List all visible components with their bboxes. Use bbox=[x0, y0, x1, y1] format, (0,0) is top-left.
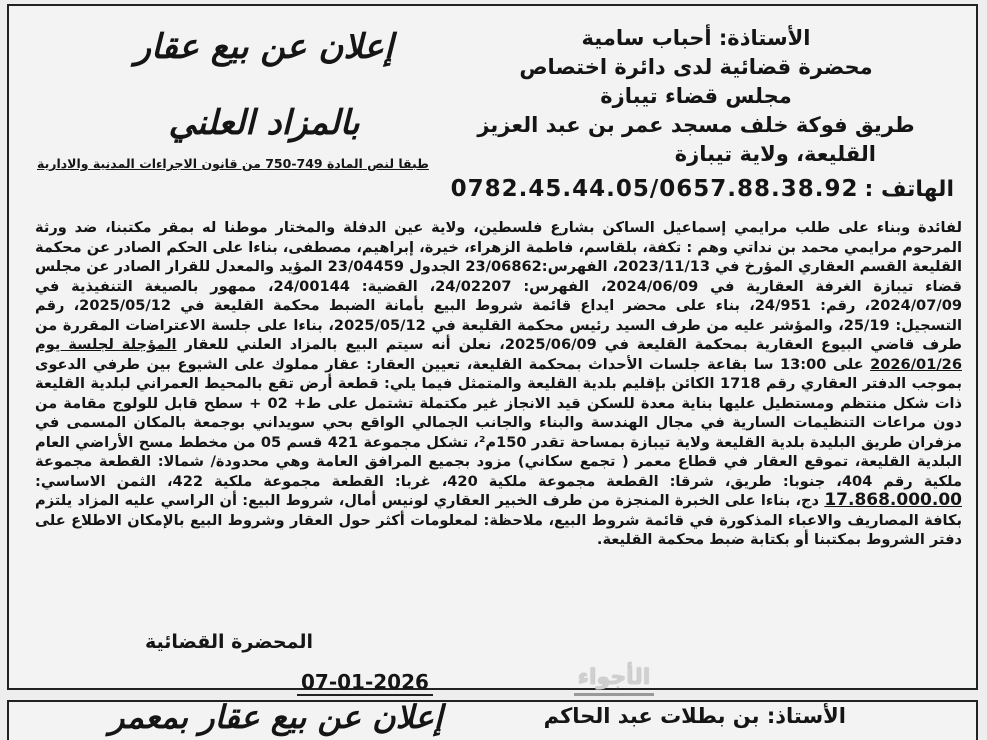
title-line-2: بالمزاد العلني bbox=[168, 103, 360, 143]
notice-date: 07-01-2026 bbox=[297, 670, 433, 696]
auction-notice bbox=[7, 4, 978, 694]
newspaper-logo bbox=[574, 660, 654, 694]
next-notice-bailiff: الأستاذ: بن بطلات عبد الحاكم bbox=[543, 704, 846, 728]
legal-basis-text: طبقا لنص المادة 749-750 من قانون الاجراءات المدنية والادارية bbox=[37, 156, 429, 171]
bailiff-title: محضرة قضائية لدى دائرة اختصاص bbox=[519, 55, 873, 79]
next-notice bbox=[7, 700, 978, 740]
bailiff-address: طريق فوكة خلف مسجد عمر بن عبد العزيز bbox=[477, 113, 915, 137]
legal-basis bbox=[37, 156, 477, 171]
signature: المحضرة القضائية bbox=[144, 631, 314, 653]
logo-underline bbox=[574, 693, 654, 696]
phone-label: الهاتف : bbox=[864, 177, 954, 202]
logo-text: الأجواء bbox=[577, 664, 651, 690]
bailiff-court: مجلس قضاء تيبازة bbox=[600, 84, 792, 108]
body-paragraph-1-end: على 13:00 سا بقاعة جلسات الأحداث بمحكمة القليعة، تعيين العقار: bbox=[366, 355, 871, 373]
notice-title bbox=[89, 20, 439, 150]
body-paragraph-2: عقار مملوك على الشيوع بين طرفي الدعوى بموجب الدفتر العقاري رقم 1718 الكائن بإقليم بلدية القليعة والمتمثل فيما يلي: قطعة أرض تقع بالمحيط العمراني لبلدية القليعة ذات شكل منتظم ومستطيل عليها بناية معدة للسكن قيد الانجاز غير مكتملة تشتمل على ط+ 02 + سطح قابل للولوج مقامة من دون مراعات التنظيمات السارية في مجال الهندسة والبناء والجانب الجمالي الواقع بحي سويداني بوجمعة بالمكان المسمى في مزفران طريق البليدة بلدية القليعة ولاية تيبازة بمساحة تقدر 150م²، تشكل مجموعة 421 قسم 05 من مخطط مسح الأراضي العام البلدية القليعة، تموقع العقار في قطاع معمر ( تجمع سكاني) مزود بجميع المرافق العامة وهي محدودة/ شمالا: القطعة مجموعة ملكية رقم 404، جنوبا: طريق، شرقا: القطعة مجموعة ملكية 420، غربا: القطعة مجموعة ملكية 422، الثمن الاساسي: bbox=[35, 355, 962, 490]
phone-row bbox=[394, 176, 954, 202]
body-paragraph-2-end: دج، بناءا على الخبرة المنجزة من طرف الخبير العقاري لونيس أمال، شروط البيع: أن الراسي عليه المزاد يلتزم بكافة المصاريف والاعباء المذكورة في قائمة شروط البيع، ملاحظة: لمعلومات أكثر حول العقار وشروط البيع بالإمكان الاطلاع على دفتر الشروط بمكتبنا أو بكتابة ضبط محكمة القليعة. bbox=[35, 492, 962, 548]
notice-body bbox=[35, 218, 962, 550]
next-notice-title: إعلان عن بيع عقار بمعمر bbox=[109, 700, 443, 736]
body-paragraph-1: لفائدة وبناء على طلب مرايمي إسماعيل الساكن بشارع فلسطين، ولاية عين الدفلة والمختار موطنا له بمقر مكتبنا، ضد ورثة المرحوم مرايمي محمد بن نداتي وهم : تكفة، بلقاسم، فاطمة الزهراء، خيرة، إبراهيم، مصطفى، بناءا على الحكم الصادر عن محكمة القليعة القسم العقاري المؤرخ في 2023/11/13، الفهرس:23/06862 الجدول 23/04459 المؤيد والمعدل للقرار الصادر عن مجلس قضاء تيبازة الغرفة العقارية في 2024/06/09، الفهرس: 24/02207، القضية: 24/00144، ممهور بالصيغة التنفيذية في 2024/07/09، رقم: 24/951، بناء على محضر ايداع قائمة شروط البيع بأمانة الضبط محكمة القليعة في 2025/05/12، رقم التسجيل: 25/19، والمؤشر عليه من طرف السيد رئيس محكمة القليعة في 2025/05/12، بناءا على جلسة الاعتراضات المقررة من طرف قاضي البيوع العقارية بمحكمة القليعة في 2025/06/09، نعلن أنه سيتم البيع بالمزاد العلني للعقار bbox=[35, 219, 963, 353]
base-price: 17.868.000.00 bbox=[824, 490, 962, 510]
phone-number: 0782.45.44.05/0657.88.38.92 bbox=[450, 176, 859, 202]
bailiff-name: الأستاذة: أحباب سامية bbox=[581, 26, 811, 50]
title-line-1: إعلان عن بيع عقار bbox=[134, 27, 394, 67]
bailiff-city: القليعة، ولاية تيبازة bbox=[674, 142, 876, 166]
bailiff-header bbox=[456, 24, 936, 169]
postponed-session: المؤجلة لجلسة يوم 2026/01/26 bbox=[35, 336, 962, 373]
